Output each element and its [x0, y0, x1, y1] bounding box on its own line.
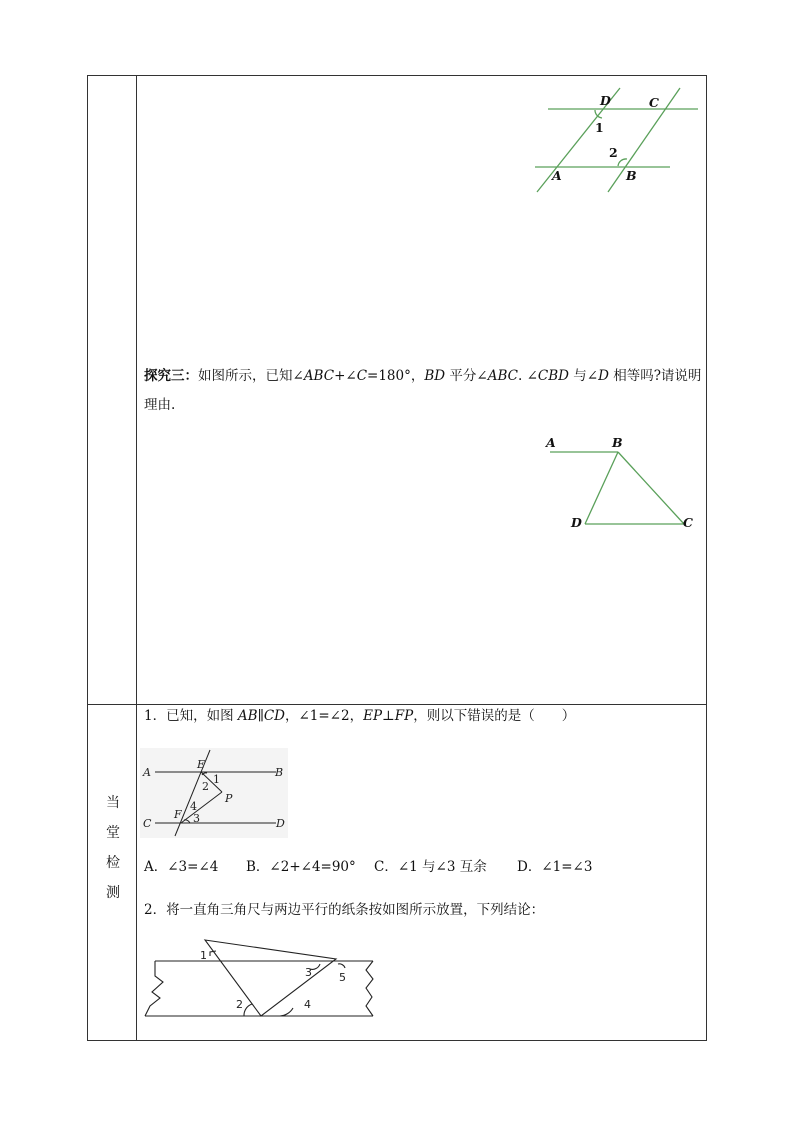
label-2: 2 [609, 145, 618, 160]
q1-option-a: A．∠3=∠4 [144, 859, 219, 875]
q1-option-d: D．∠1=∠3 [517, 859, 593, 875]
figure-set-square [140, 934, 380, 1024]
text-run: C [356, 368, 368, 384]
text-run: =180°， [367, 368, 425, 384]
label-C: C [649, 95, 659, 110]
explore3-line1 [144, 364, 701, 388]
label-D: D [276, 817, 285, 830]
figure-parallel-lines [140, 748, 290, 840]
text-run: CBD [537, 368, 569, 384]
q1-option-b: B．∠2+∠4=90° [246, 859, 356, 875]
section-label-char: 当 [106, 795, 120, 811]
text-run: ⊥ [382, 708, 395, 724]
text-run: ABC [303, 368, 335, 384]
q2-stem: 2．将一直角三角尺与两边平行的纸条按如图所示放置，下列结论： [144, 902, 545, 918]
text-run: 如图所示，已知∠ [198, 368, 304, 384]
text-run: 相等吗?请说明 [608, 368, 702, 384]
label-B: B [275, 766, 284, 779]
label-B: B [612, 435, 623, 450]
text-run: BD [424, 368, 446, 384]
label-D: D [571, 515, 582, 530]
text-run: ∥ [257, 708, 264, 724]
explore3-heading: 探究三： [144, 368, 198, 384]
label-E: E [197, 758, 206, 771]
label-C: C [683, 515, 693, 530]
q1-stem [144, 704, 575, 728]
label-A: A [143, 766, 151, 779]
label-3: 3 [193, 812, 200, 825]
text-run: CD [263, 708, 285, 724]
text-run: 与∠ [568, 368, 599, 384]
text-run: 1．已知，如图 [144, 708, 238, 724]
text-run: EP [363, 708, 383, 724]
label-A: A [546, 435, 556, 450]
explore3-line2: 理由. [144, 397, 176, 413]
label-5: 5 [339, 971, 346, 984]
section-label-char: 堂 [106, 825, 120, 841]
text-run: . ∠ [517, 368, 538, 384]
label-P: P [225, 792, 233, 805]
section-label-char: 测 [106, 885, 120, 901]
figure-parallelogram [530, 88, 700, 198]
label-A: A [552, 168, 562, 183]
text-run: AB [237, 708, 258, 724]
label-D: D [600, 93, 611, 108]
text-run: 平分∠ [445, 368, 488, 384]
label-4: 4 [304, 998, 311, 1011]
text-run: D [598, 368, 609, 384]
section-label [95, 788, 131, 908]
section-label-char: 检 [106, 855, 120, 871]
figure-triangle [540, 432, 700, 532]
q1-option-c: C．∠1 与∠3 互余 [374, 859, 487, 875]
label-3: 3 [305, 966, 312, 979]
label-2: 2 [236, 998, 243, 1011]
label-1: 1 [213, 773, 220, 786]
text-run: ，∠1=∠2， [284, 708, 364, 724]
label-4: 4 [190, 800, 197, 813]
text-run: FP [394, 708, 414, 724]
label-F: F [174, 808, 182, 821]
table-frame [87, 75, 707, 1041]
text-run: +∠ [334, 368, 357, 384]
label-C: C [143, 817, 152, 830]
column-divider [136, 75, 137, 1041]
text-run: ABC [487, 368, 518, 384]
text-run: ，则以下错误的是（ ） [413, 708, 576, 724]
label-B: B [626, 168, 637, 183]
label-1: 1 [595, 120, 604, 135]
label-2: 2 [202, 780, 209, 793]
label-1: 1 [200, 949, 207, 962]
